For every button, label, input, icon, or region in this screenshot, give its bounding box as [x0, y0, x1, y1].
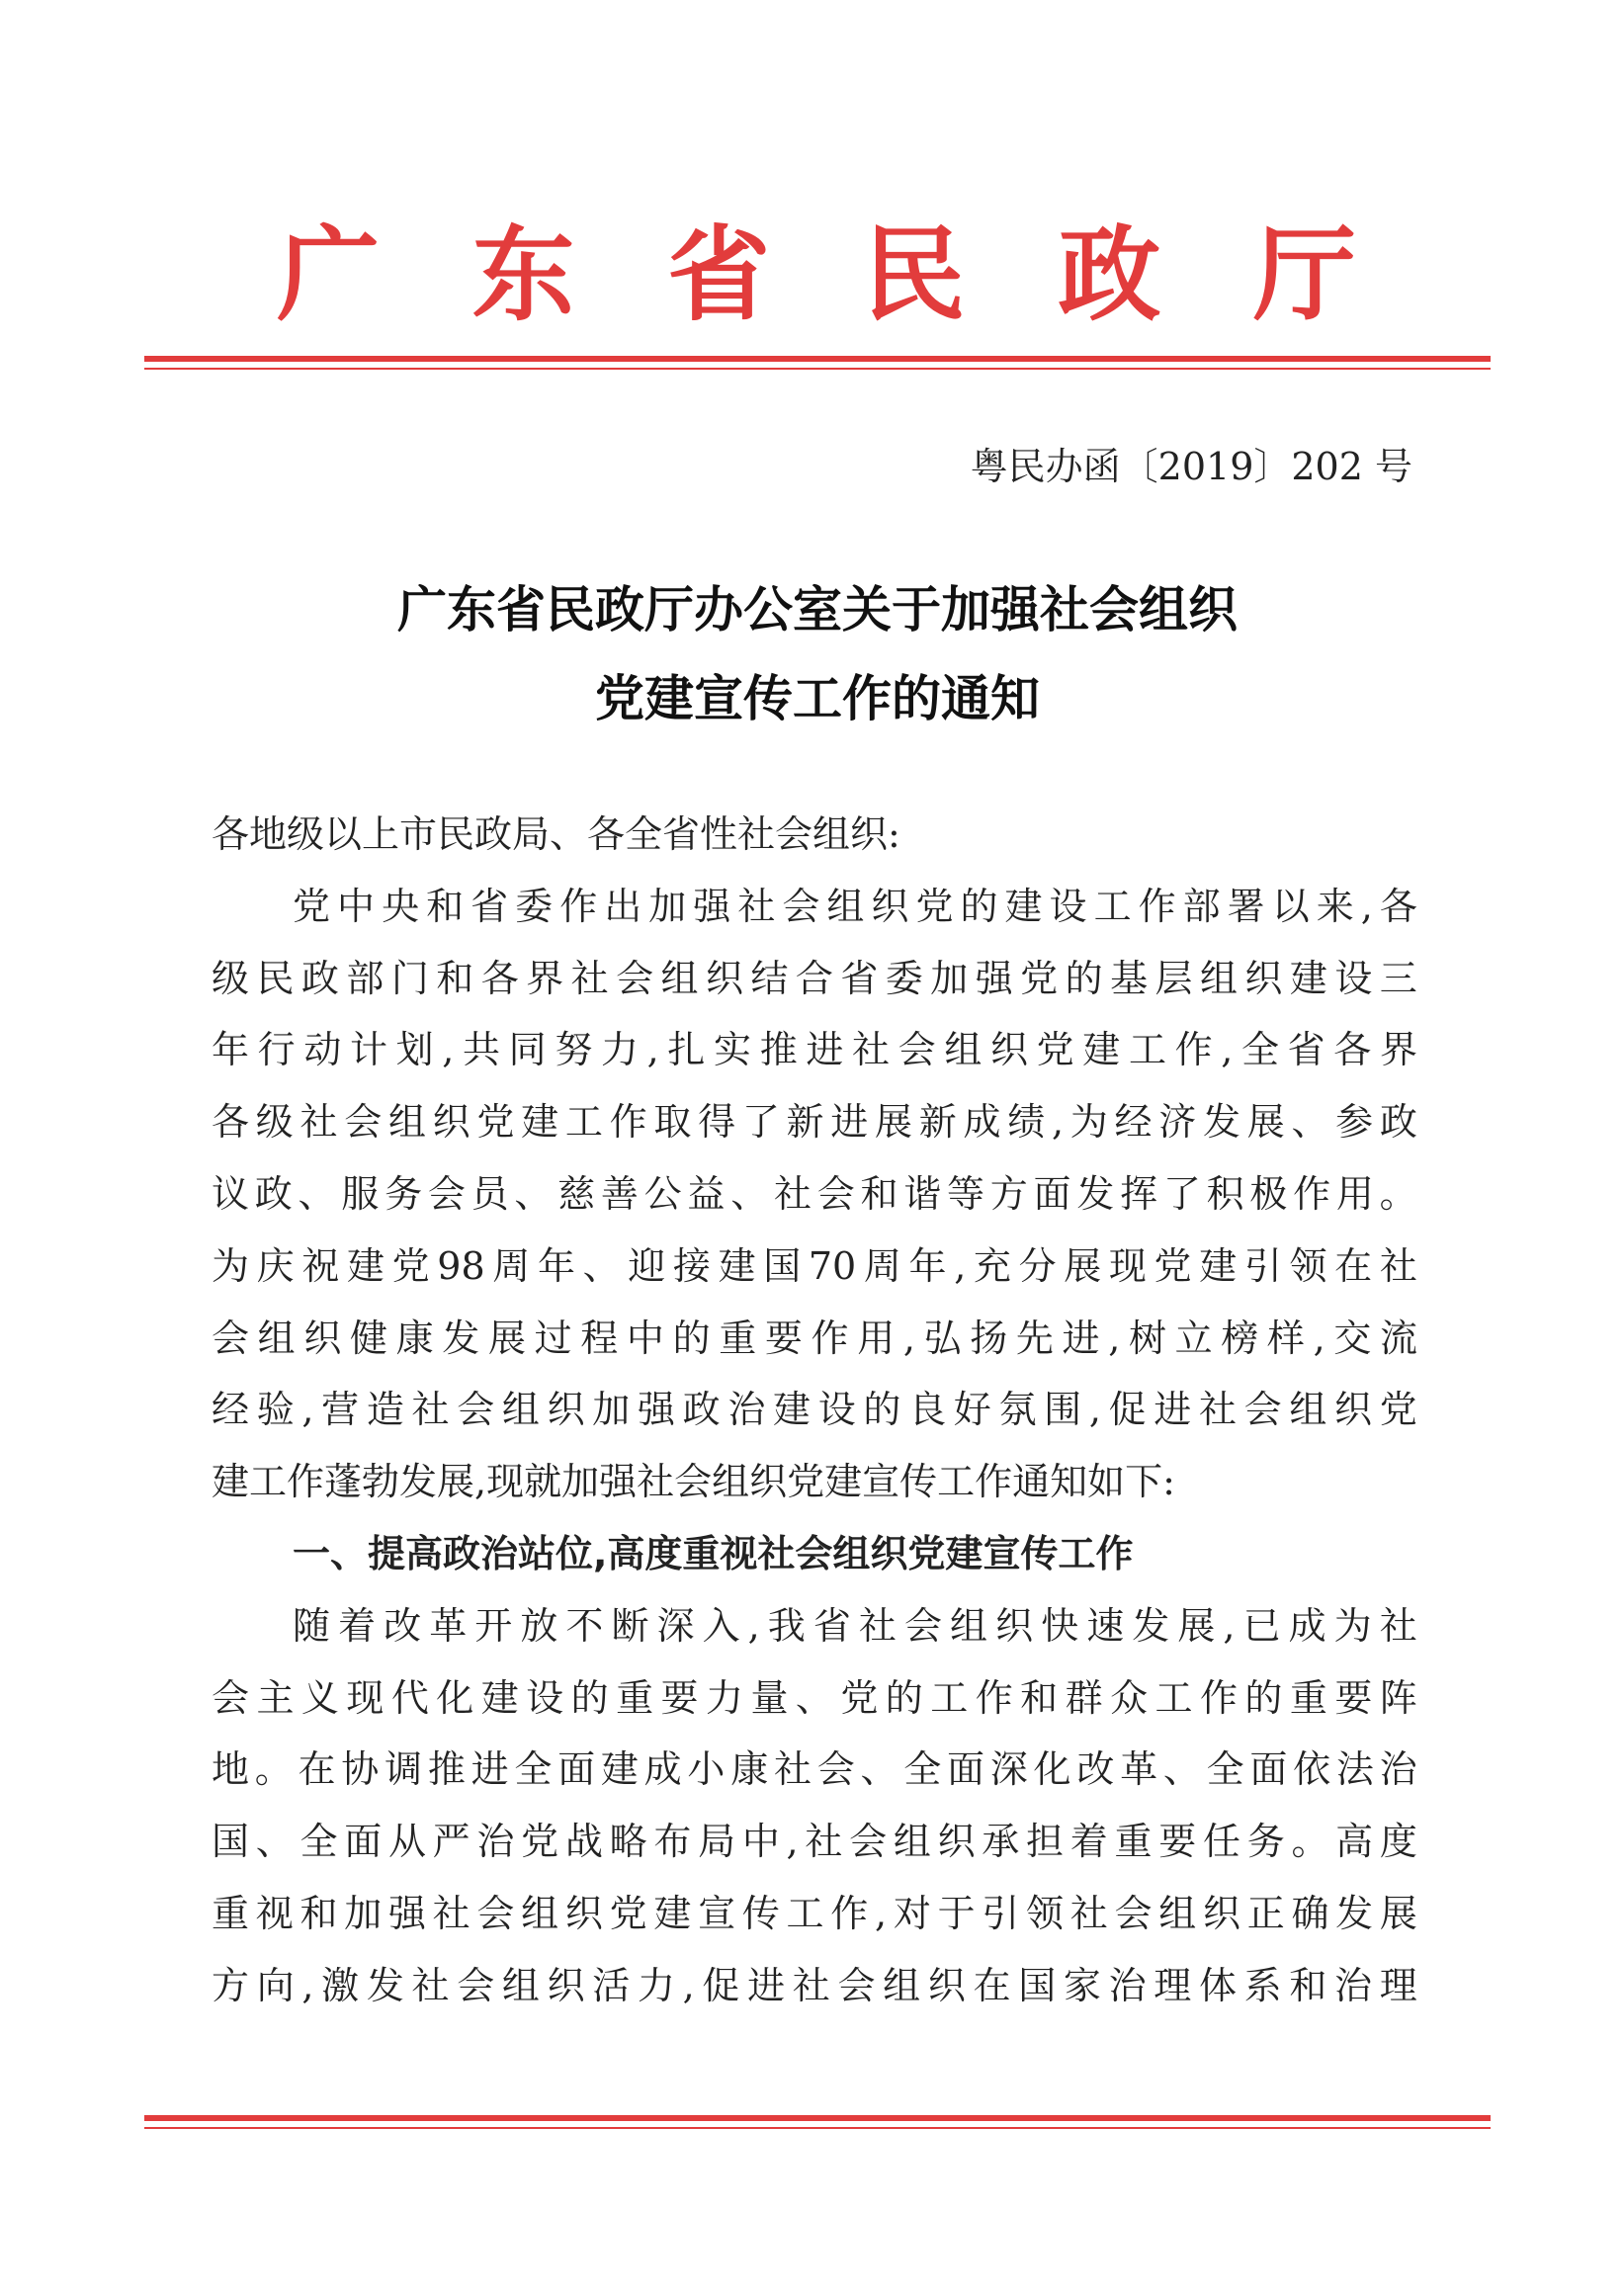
letterhead-char: 省: [667, 213, 771, 335]
paragraph-line: 年 行 动 计 划 , 共 同 努 力 , 扎 实 推 进 社 会 组 织 党 建 工 作 , 全 省 各 界: [212, 1028, 1417, 1072]
document-number: 粤民办函〔2019〕202 号: [970, 445, 1412, 488]
letterhead-rule-thin: [144, 368, 1491, 370]
paragraph-line: 国 、 全 面 从 严 治 党 战 略 布 局 中 , 社 会 组 织 承 担 着 重 要 任 务 。 高 度: [212, 1820, 1417, 1864]
paragraph-line: 经 验 , 营 造 社 会 组 织 加 强 政 治 建 设 的 良 好 氛 围 , 促 进 社 会 组 织 党: [212, 1388, 1417, 1432]
footer-rule-thick: [144, 2115, 1491, 2121]
letterhead-rule-thick: [144, 356, 1491, 362]
paragraph-line: 地 。 在 协 调 推 进 全 面 建 成 小 康 社 会 、 全 面 深 化 改 革 、 全 面 依 法 治: [212, 1747, 1417, 1792]
paragraph-line: 会 主 义 现 代 化 建 设 的 重 要 力 量 、 党 的 工 作 和 群 众 工 作 的 重 要 阵: [212, 1675, 1417, 1720]
footer-rule-thin: [144, 2127, 1491, 2129]
paragraph-line: 建工作蓬勃发展,现就加强社会组织党建宣传工作通知如下:: [212, 1460, 1175, 1504]
document-title: [144, 565, 1491, 743]
paragraph-line: 方 向 , 激 发 社 会 组 织 活 力 , 促 进 社 会 组 织 在 国 家 治 理 体 系 和 治 理: [212, 1963, 1417, 2007]
letterhead-char: 厅: [1252, 213, 1356, 335]
paragraph-line: 会 组 织 健 康 发 展 过 程 中 的 重 要 作 用 , 弘 扬 先 进 , 树 立 榜 样 , 交 流: [212, 1316, 1417, 1360]
paragraph-line: 级 民 政 部 门 和 各 界 社 会 组 织 结 合 省 委 加 强 党 的 基 层 组 织 建 设 三: [212, 956, 1417, 1000]
paragraph-line: 重 视 和 加 强 社 会 组 织 党 建 宣 传 工 作 , 对 于 引 领 社 会 组 织 正 确 发 展: [212, 1891, 1417, 1935]
paragraph-line: 为 庆 祝 建 党 98 周 年 、 迎 接 建 国 70 周 年 , 充 分 展 现 党 建 引 领 在 社: [212, 1243, 1417, 1288]
document-title-line: 党建宣传工作的通知: [595, 669, 1040, 727]
letterhead-char: 东: [471, 213, 575, 335]
letterhead-char: 广: [277, 213, 381, 335]
paragraph-line: 各 级 社 会 组 织 党 建 工 作 取 得 了 新 进 展 新 成 绩 , 为 经 济 发 展 、 参 政: [212, 1100, 1417, 1145]
document-body: [212, 799, 1417, 2022]
paragraph-line: 党 中 央 和 省 委 作 出 加 强 社 会 组 织 党 的 建 设 工 作 部 署 以 来 , 各: [293, 884, 1417, 928]
section-heading: 一、提高政治站位,高度重视社会组织党建宣传工作: [293, 1531, 1134, 1575]
paragraph-line: 议 政 、 服 务 会 员 、 慈 善 公 益 、 社 会 和 谐 等 方 面 发 挥 了 积 极 作 用 。: [212, 1171, 1417, 1216]
document-title-line: 广东省民政厅办公室关于加强社会组织: [397, 580, 1238, 638]
addressee: 各地级以上市民政局、各全省性社会组织:: [212, 812, 900, 856]
letterhead-char: 政: [1058, 213, 1161, 335]
paragraph-line: 随 着 改 革 开 放 不 断 深 入 , 我 省 社 会 组 织 快 速 发 展 , 已 成 为 社: [293, 1603, 1417, 1648]
letterhead-char: 民: [862, 213, 966, 335]
letterhead-title: [277, 215, 1356, 334]
